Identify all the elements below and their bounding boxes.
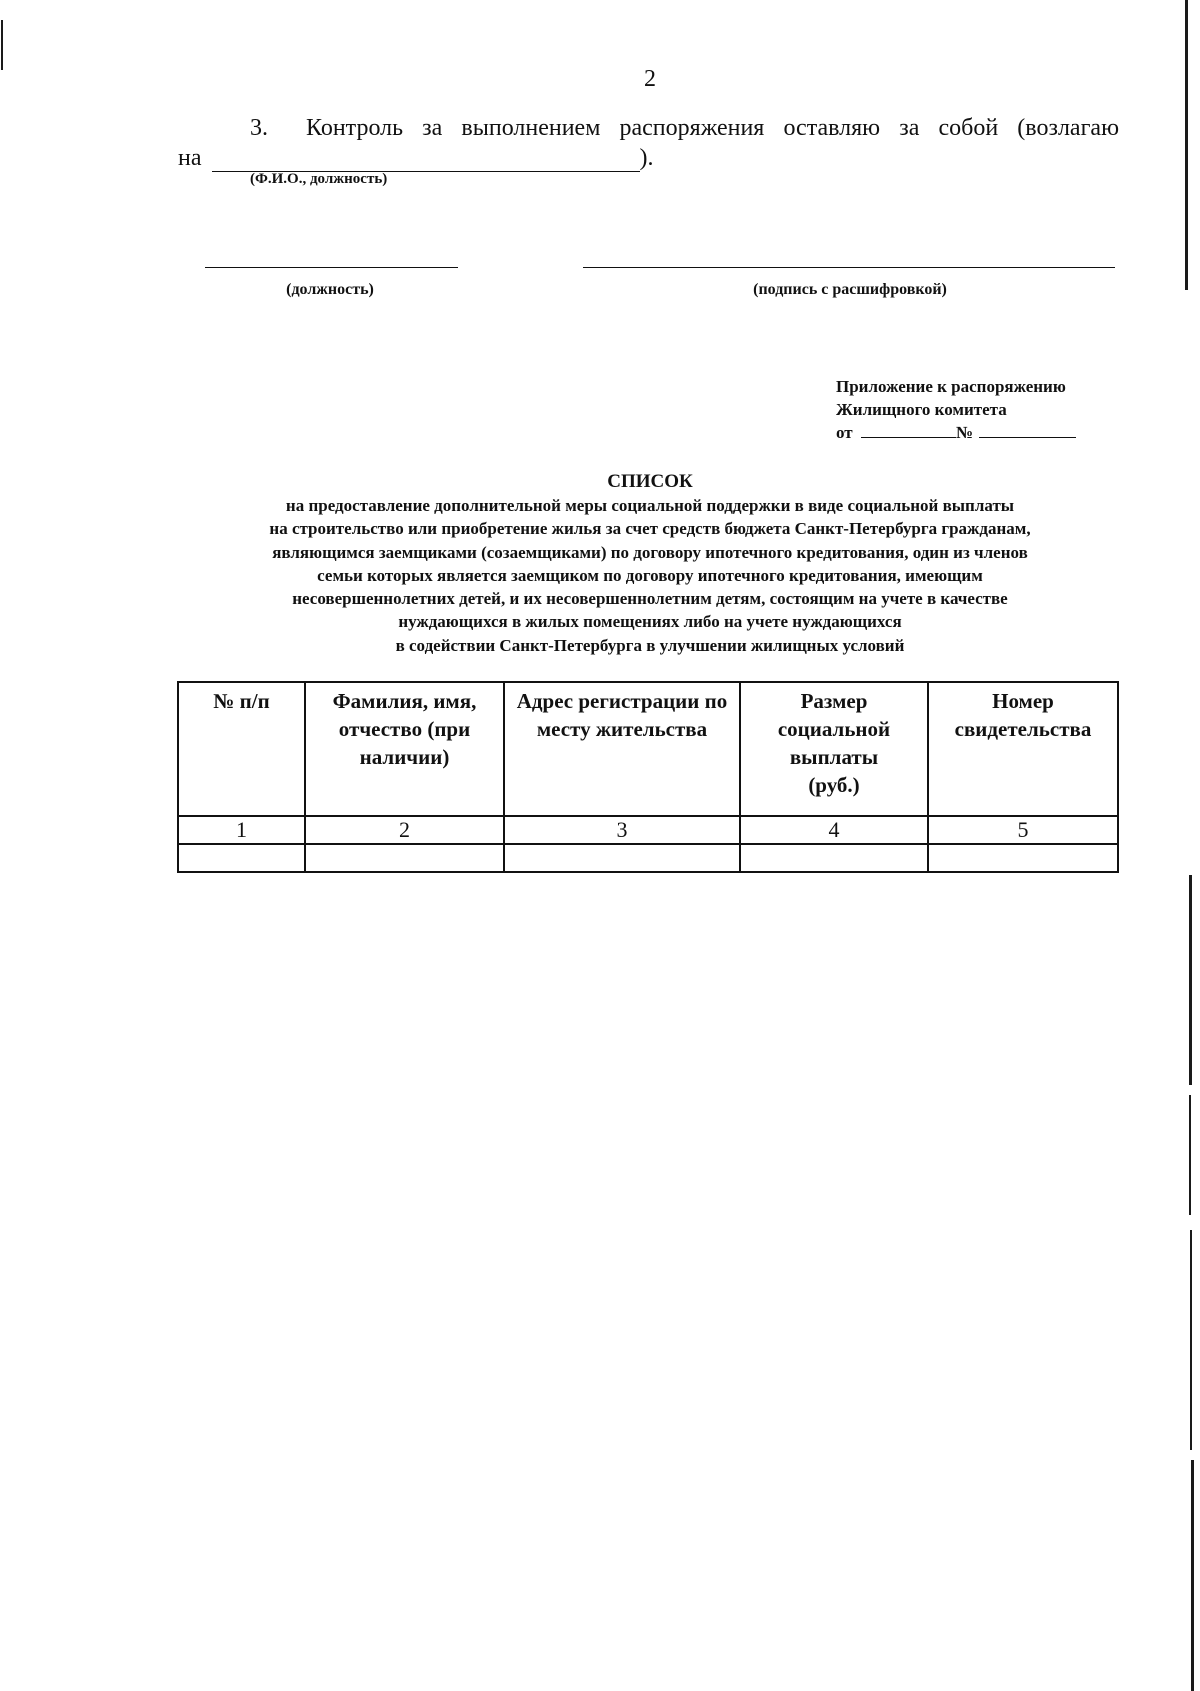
empty-cell — [305, 844, 504, 872]
column-number-cell: 2 — [305, 816, 504, 844]
signature-caption: (подпись с расшифровкой) — [753, 281, 947, 298]
list-description-line: на строительство или приобретение жилья за счет средств бюджета Санкт-Петербурга гражданам, — [269, 519, 1031, 539]
column-number-cell: 1 — [178, 816, 305, 844]
column-number-cell: 4 — [740, 816, 928, 844]
list-description-line: являющимся заемщиками (созаемщиками) по договору ипотечного кредитования, один из членов — [272, 542, 1028, 562]
page-number: 2 — [644, 66, 656, 92]
list-description — [180, 494, 1120, 657]
column-header-address: Адрес регистрации по месту жительства — [504, 682, 740, 816]
column-header-certificate-number: Номер свидетельства — [928, 682, 1118, 816]
column-header-payment-amount: Размер социальной выплаты (руб.) — [740, 682, 928, 816]
appendix-line-1: Приложение к распоряжению — [836, 377, 1066, 396]
column-number-cell: 5 — [928, 816, 1118, 844]
position-caption: (должность) — [286, 281, 374, 298]
clause-number: 3. — [250, 115, 268, 141]
list-description-line: семьи которых является заемщиком по договору ипотечного кредитования, имеющим — [317, 565, 983, 585]
clause-word: распоряжения — [619, 115, 765, 141]
clause-word: за — [422, 115, 443, 141]
appendix-line-3 — [836, 421, 1136, 444]
clause-word: оставляю — [783, 115, 881, 141]
clause-suffix: ). — [639, 145, 654, 171]
empty-cell — [740, 844, 928, 872]
responsible-person-blank — [212, 149, 640, 172]
column-header-number: № п/п — [178, 682, 305, 816]
from-label: от — [836, 423, 853, 442]
scan-edge-mark — [1185, 0, 1188, 290]
clause-3 — [178, 114, 1119, 172]
table-row — [178, 844, 1118, 872]
clause-word: выполнением — [461, 115, 601, 141]
table-header-row — [178, 682, 1118, 816]
recipients-table — [177, 681, 1119, 873]
clause-text — [306, 114, 1119, 142]
appendix-line-2: Жилищного комитета — [836, 400, 1007, 419]
scan-edge-mark — [1189, 875, 1192, 1085]
list-description-line: в содействии Санкт-Петербурга в улучшении жилищных условий — [395, 635, 905, 655]
clause-prefix: на — [178, 145, 202, 171]
signature-blank — [583, 267, 1115, 268]
table-column-numbers-row — [178, 816, 1118, 844]
empty-cell — [928, 844, 1118, 872]
clause-word: Контроль — [306, 115, 404, 141]
scan-edge-mark — [1189, 1095, 1191, 1215]
clause-word: за — [899, 115, 920, 141]
position-blank — [205, 267, 458, 268]
list-title: СПИСОК — [607, 471, 693, 492]
responsible-person-caption: (Ф.И.О., должность) — [250, 171, 388, 187]
scan-edge-mark — [1190, 1230, 1192, 1450]
column-number-cell: 3 — [504, 816, 740, 844]
number-label: № — [955, 423, 973, 442]
list-description-line: несовершеннолетних детей, и их несовершеннолетним детям, состоящим на учете в качестве — [292, 589, 1008, 609]
empty-cell — [178, 844, 305, 872]
date-blank — [861, 421, 956, 438]
list-description-line: на предоставление дополнительной меры социальной поддержки в виде социальной выплаты — [285, 496, 1015, 515]
clause-line-2 — [178, 142, 1119, 172]
number-blank — [979, 421, 1076, 438]
list-description-line: нуждающихся в жилых помещениях либо на учете нуждающихся — [398, 612, 902, 632]
empty-cell — [504, 844, 740, 872]
clause-word: собой — [938, 115, 999, 141]
clause-line-1 — [178, 114, 1119, 142]
column-header-full-name: Фамилия, имя, отчество (при наличии) — [305, 682, 504, 816]
scan-edge-mark — [1, 20, 3, 70]
clause-word: (возлагаю — [1017, 115, 1119, 141]
scan-edge-mark — [1191, 1460, 1194, 1691]
appendix-header — [836, 375, 1136, 444]
